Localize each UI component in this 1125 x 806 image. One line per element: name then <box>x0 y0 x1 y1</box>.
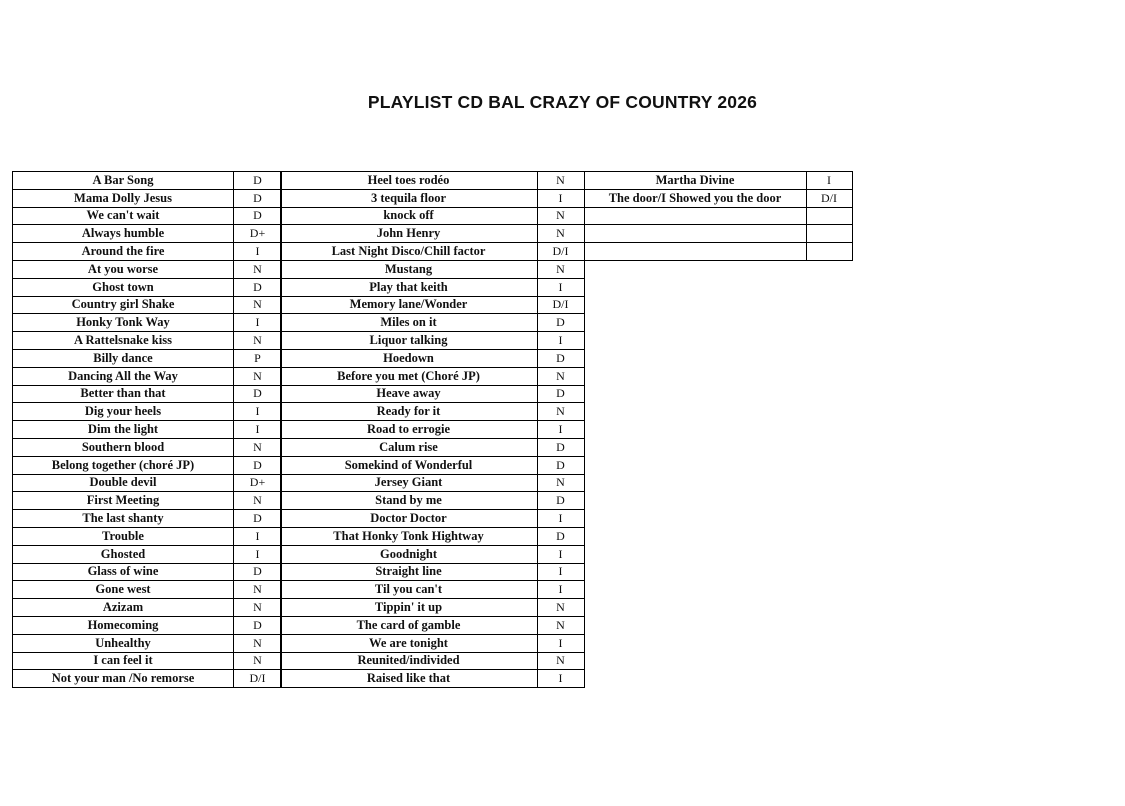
dance-code-cell: I <box>234 314 282 332</box>
dance-code-cell <box>806 225 852 243</box>
table-row <box>13 367 282 385</box>
table-row <box>280 403 584 421</box>
dance-code-cell: D <box>537 492 584 510</box>
song-title-cell: Gone west <box>13 581 234 599</box>
table-row <box>13 172 282 190</box>
dance-code-cell: D <box>234 278 282 296</box>
dance-code-cell: N <box>537 652 584 670</box>
dance-code-cell: I <box>537 189 584 207</box>
song-title-cell: Not your man /No remorse <box>13 670 234 688</box>
song-title-cell: Mustang <box>280 260 537 278</box>
song-title-cell: Heave away <box>280 385 537 403</box>
dance-code-cell: D <box>537 456 584 474</box>
song-title-cell: Goodnight <box>280 545 537 563</box>
dance-code-cell: I <box>537 278 584 296</box>
song-title-cell: Honky Tonk Way <box>13 314 234 332</box>
dance-code-cell: D <box>234 189 282 207</box>
table-row <box>13 349 282 367</box>
playlist-table-3 <box>584 171 853 261</box>
dance-code-cell: D/I <box>234 670 282 688</box>
table-row <box>280 296 584 314</box>
dance-code-cell: I <box>806 172 852 190</box>
song-title-cell: Dim the light <box>13 421 234 439</box>
table-row <box>13 474 282 492</box>
dance-code-cell: D <box>234 385 282 403</box>
dance-code-cell: I <box>537 634 584 652</box>
dance-code-cell: D/I <box>537 243 584 261</box>
table-row <box>280 492 584 510</box>
song-title-cell: Miles on it <box>280 314 537 332</box>
song-title-cell: The card of gamble <box>280 616 537 634</box>
table-row <box>280 349 584 367</box>
song-title-cell: Somekind of Wonderful <box>280 456 537 474</box>
song-title-cell: Country girl Shake <box>13 296 234 314</box>
dance-code-cell: N <box>234 634 282 652</box>
song-title-cell: Trouble <box>13 527 234 545</box>
table-row <box>280 421 584 439</box>
song-title-cell <box>584 243 806 261</box>
song-title-cell: Always humble <box>13 225 234 243</box>
song-title-cell: Doctor Doctor <box>280 510 537 528</box>
dance-code-cell: N <box>234 332 282 350</box>
playlist-table-1 <box>12 171 282 688</box>
table-row <box>280 332 584 350</box>
dance-code-cell: N <box>234 599 282 617</box>
song-title-cell: We can't wait <box>13 207 234 225</box>
table-row <box>280 599 584 617</box>
dance-code-cell: N <box>537 403 584 421</box>
dance-code-cell: I <box>537 670 584 688</box>
dance-code-cell: N <box>537 225 584 243</box>
table-row <box>280 634 584 652</box>
song-title-cell: Tippin' it up <box>280 599 537 617</box>
song-title-cell: Before you met (Choré JP) <box>280 367 537 385</box>
dance-code-cell: N <box>234 492 282 510</box>
dance-code-cell: N <box>537 367 584 385</box>
table-row <box>280 474 584 492</box>
song-title-cell: First Meeting <box>13 492 234 510</box>
table-row <box>280 545 584 563</box>
table-row <box>13 563 282 581</box>
table-row <box>13 189 282 207</box>
song-title-cell: A Bar Song <box>13 172 234 190</box>
table-row <box>280 278 584 296</box>
table-row <box>13 652 282 670</box>
table-row <box>584 172 852 190</box>
dance-code-cell: D <box>234 563 282 581</box>
song-title-cell: Ghost town <box>13 278 234 296</box>
song-title-cell: Dig your heels <box>13 403 234 421</box>
song-title-cell: Ghosted <box>13 545 234 563</box>
dance-code-cell: D <box>537 385 584 403</box>
table-row <box>13 510 282 528</box>
table-row <box>13 278 282 296</box>
dance-code-cell: I <box>537 510 584 528</box>
song-title-cell: Mama Dolly Jesus <box>13 189 234 207</box>
song-title-cell: Straight line <box>280 563 537 581</box>
song-title-cell: Memory lane/Wonder <box>280 296 537 314</box>
song-title-cell: Hoedown <box>280 349 537 367</box>
dance-code-cell: D <box>537 314 584 332</box>
dance-code-cell: I <box>537 563 584 581</box>
dance-code-cell: N <box>537 616 584 634</box>
dance-code-cell: N <box>234 367 282 385</box>
table-row <box>584 225 852 243</box>
song-title-cell: Dancing All the Way <box>13 367 234 385</box>
song-title-cell: Glass of wine <box>13 563 234 581</box>
dance-code-cell: D/I <box>537 296 584 314</box>
song-title-cell: Ready for it <box>280 403 537 421</box>
song-title-cell: Around the fire <box>13 243 234 261</box>
song-title-cell: We are tonight <box>280 634 537 652</box>
song-title-cell: Double devil <box>13 474 234 492</box>
table-row <box>280 527 584 545</box>
table-row <box>13 260 282 278</box>
dance-code-cell: D <box>234 616 282 634</box>
table-row <box>280 438 584 456</box>
table-row <box>13 243 282 261</box>
table-row <box>280 207 584 225</box>
dance-code-cell: N <box>537 172 584 190</box>
dance-code-cell: N <box>234 652 282 670</box>
table-row <box>13 545 282 563</box>
song-title-cell: Liquor talking <box>280 332 537 350</box>
song-title-cell: Belong together (choré JP) <box>13 456 234 474</box>
song-title-cell: Heel toes rodéo <box>280 172 537 190</box>
table-row <box>13 581 282 599</box>
dance-code-cell: I <box>234 545 282 563</box>
table-row <box>13 492 282 510</box>
dance-code-cell: I <box>234 403 282 421</box>
table-row <box>13 296 282 314</box>
song-title-cell: Stand by me <box>280 492 537 510</box>
dance-code-cell: D <box>537 438 584 456</box>
dance-code-cell: I <box>537 545 584 563</box>
table-row <box>13 634 282 652</box>
table-row <box>280 172 584 190</box>
table-row <box>280 314 584 332</box>
dance-code-cell: N <box>537 599 584 617</box>
dance-code-cell: I <box>537 332 584 350</box>
table-row <box>280 652 584 670</box>
table-row <box>13 421 282 439</box>
song-title-cell: Last Night Disco/Chill factor <box>280 243 537 261</box>
song-title-cell: I can feel it <box>13 652 234 670</box>
song-title-cell: Martha Divine <box>584 172 806 190</box>
table-row <box>280 225 584 243</box>
song-title-cell: Calum rise <box>280 438 537 456</box>
dance-code-cell: D <box>234 510 282 528</box>
song-title-cell: Homecoming <box>13 616 234 634</box>
table-row <box>280 189 584 207</box>
table-row <box>13 616 282 634</box>
dance-code-cell <box>806 243 852 261</box>
dance-code-cell: N <box>234 296 282 314</box>
dance-code-cell: D/I <box>806 189 852 207</box>
dance-code-cell: N <box>234 260 282 278</box>
song-title-cell: A Rattelsnake kiss <box>13 332 234 350</box>
table-row <box>280 385 584 403</box>
playlist-table-2 <box>280 171 585 688</box>
dance-code-cell: I <box>537 421 584 439</box>
song-title-cell: Road to errogie <box>280 421 537 439</box>
dance-code-cell: D <box>537 349 584 367</box>
table-row <box>280 510 584 528</box>
table-row <box>13 225 282 243</box>
table-row <box>280 243 584 261</box>
song-title-cell: Til you can't <box>280 581 537 599</box>
table-row <box>13 207 282 225</box>
dance-code-cell: I <box>234 527 282 545</box>
dance-code-cell: I <box>234 243 282 261</box>
dance-code-cell <box>806 207 852 225</box>
table-row <box>584 189 852 207</box>
song-title-cell: Unhealthy <box>13 634 234 652</box>
table-row <box>280 581 584 599</box>
table-row <box>13 403 282 421</box>
song-title-cell: The door/I Showed you the door <box>584 189 806 207</box>
table-row <box>584 207 852 225</box>
dance-code-cell: N <box>234 438 282 456</box>
table-row <box>280 367 584 385</box>
table-row <box>280 456 584 474</box>
song-title-cell: Better than that <box>13 385 234 403</box>
table-row <box>13 438 282 456</box>
dance-code-cell: D <box>537 527 584 545</box>
table-row <box>13 332 282 350</box>
song-title-cell <box>584 225 806 243</box>
song-title-cell: Raised like that <box>280 670 537 688</box>
dance-code-cell: N <box>234 581 282 599</box>
dance-code-cell: P <box>234 349 282 367</box>
dance-code-cell: N <box>537 474 584 492</box>
song-title-cell: Play that keith <box>280 278 537 296</box>
dance-code-cell: N <box>537 260 584 278</box>
table-row <box>13 670 282 688</box>
dance-code-cell: D <box>234 207 282 225</box>
page-title: PLAYLIST CD BAL CRAZY OF COUNTRY 2026 <box>367 92 758 112</box>
song-title-cell: Azizam <box>13 599 234 617</box>
dance-code-cell: D <box>234 456 282 474</box>
song-title-cell: knock off <box>280 207 537 225</box>
song-title-cell: Billy dance <box>13 349 234 367</box>
song-title-cell: Southern blood <box>13 438 234 456</box>
table-row <box>13 314 282 332</box>
table-row <box>13 527 282 545</box>
table-row <box>280 260 584 278</box>
dance-code-cell: N <box>537 207 584 225</box>
table-row <box>280 616 584 634</box>
table-row <box>13 385 282 403</box>
song-title-cell: That Honky Tonk Hightway <box>280 527 537 545</box>
song-title-cell: John Henry <box>280 225 537 243</box>
song-title-cell: 3 tequila floor <box>280 189 537 207</box>
table-row <box>280 670 584 688</box>
song-title-cell: At you worse <box>13 260 234 278</box>
song-title-cell <box>584 207 806 225</box>
dance-code-cell: D <box>234 172 282 190</box>
song-title-cell: Reunited/individed <box>280 652 537 670</box>
song-title-cell: The last shanty <box>13 510 234 528</box>
table-row <box>13 456 282 474</box>
song-title-cell: Jersey Giant <box>280 474 537 492</box>
dance-code-cell: I <box>234 421 282 439</box>
table-row <box>13 599 282 617</box>
dance-code-cell: D+ <box>234 474 282 492</box>
dance-code-cell: D+ <box>234 225 282 243</box>
table-row <box>280 563 584 581</box>
table-row <box>584 243 852 261</box>
dance-code-cell: I <box>537 581 584 599</box>
